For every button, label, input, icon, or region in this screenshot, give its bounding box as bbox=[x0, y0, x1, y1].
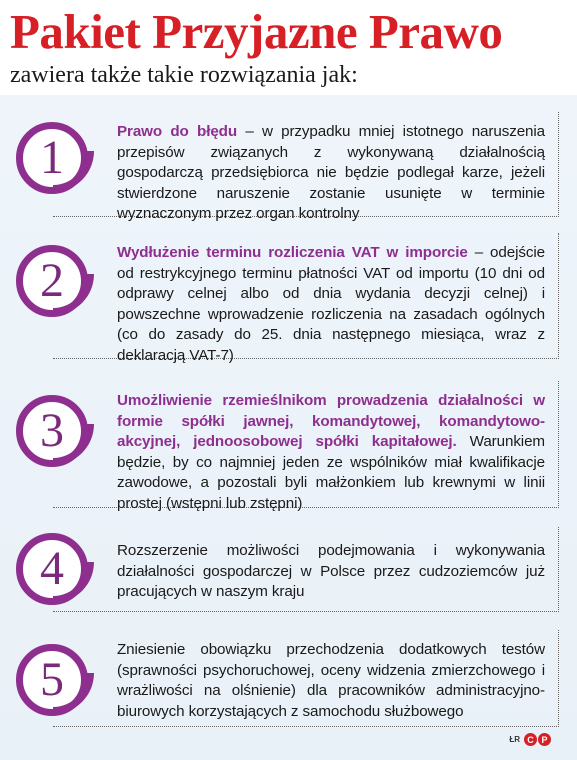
item-number: 1 bbox=[40, 131, 64, 184]
credit bbox=[509, 733, 551, 746]
logo-letter: C bbox=[524, 733, 537, 746]
item-body: Zniesienie obowiązku przechodzenia dodatkowych testów (sprawności psychoruchowej, oceny widzenia zmierzchowego i wrażliwości na olśnienie) dla pracowników administracyjno-biurowych korzystających z samochodu służbowego bbox=[117, 641, 545, 720]
publisher-logo-icon bbox=[524, 733, 551, 746]
item-text bbox=[117, 541, 545, 603]
item-body: – odejście od restrykcyjnego terminu płatności VAT od importu (10 dni od odprawy celnej albo od dnia wydania decyzji celnej) i powszechne wprowadzenie rozliczenia na zasadach ogólnych (co do zasady do 25. dnia następnego miesiąca, wraz z deklaracją VAT-7) bbox=[117, 244, 545, 364]
item-highlight: Wydłużenie terminu rozliczenia VAT w imporcie bbox=[117, 244, 468, 261]
number-circle-icon bbox=[16, 644, 88, 716]
item-highlight: Prawo do błędu bbox=[117, 123, 238, 140]
number-circle-icon bbox=[16, 122, 88, 194]
item-text bbox=[117, 243, 545, 366]
logo-letter: P bbox=[538, 733, 551, 746]
item-text bbox=[117, 640, 545, 722]
item-number: 5 bbox=[40, 653, 64, 706]
number-circle-icon bbox=[16, 395, 88, 467]
number-circle-icon bbox=[16, 533, 88, 605]
item-number: 3 bbox=[40, 404, 64, 457]
item-text bbox=[117, 122, 545, 225]
author-credit: ŁR bbox=[509, 735, 520, 744]
number-circle-icon bbox=[16, 245, 88, 317]
item-body: Rozszerzenie możliwości podejmowania i wykonywania działalności gospodarczej w Polsce przez cudzoziemców już pracujących w naszym kraju bbox=[117, 542, 545, 600]
item-number: 2 bbox=[40, 254, 64, 307]
item-text bbox=[117, 391, 545, 514]
page-title: Pakiet Przyjazne Prawo bbox=[10, 4, 503, 59]
item-body: Warunkiem będzie, by co najmniej jeden ze wspólników miał kwalifikacje zawodowe, a pozostali byli małżonkiem lub krewnymi w linii prostej (wstępni lub zstępni) bbox=[117, 433, 545, 512]
item-body: – w przypadku mniej istotnego naruszenia przepisów związanych z wykonywaną działalnością gospodarczą przedsiębiorca nie będzie podlegał karze, jeżeli stwierdzone naruszenie zostanie usunięte w terminie wyznaczonym przez organ kontrolny bbox=[117, 123, 546, 222]
page-subtitle: zawiera także takie rozwiązania jak: bbox=[10, 62, 358, 88]
item-highlight: Umożliwienie rzemieślnikom prowadzenia działalności w formie spółki jawnej, komandytowej, komandytowo-akcyjnej, jednoosobowej spółki kapitałowej. bbox=[117, 392, 545, 450]
item-number: 4 bbox=[40, 542, 64, 595]
